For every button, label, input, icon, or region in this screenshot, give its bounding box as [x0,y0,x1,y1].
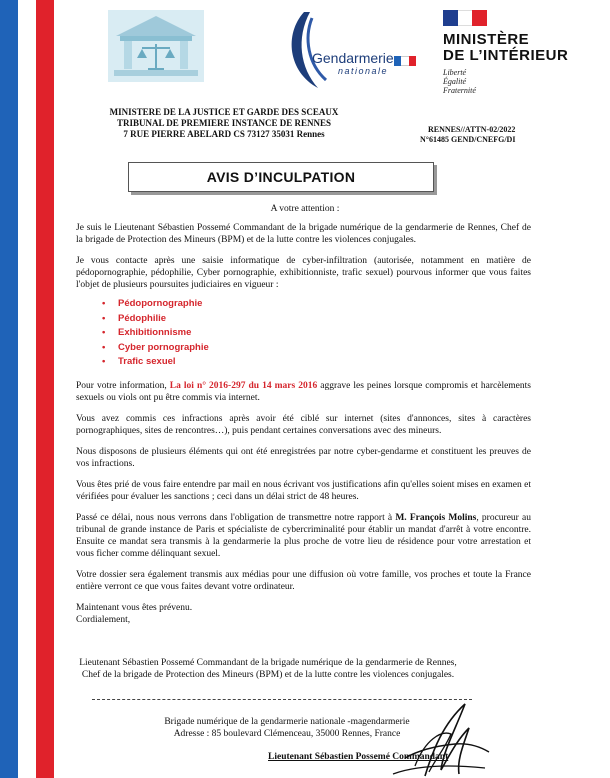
tribunal-line: TRIBUNAL DE PREMIERE INSTANCE DE RENNES [116,118,332,128]
deadline-intro-text: Passé ce délai, nous nous verrons dans l'obligation de transmettre notre rapport à [76,512,396,523]
ministry-interior-title [443,32,568,64]
document-title: AVIS D’INCULPATION [206,169,356,185]
flag-stripe-red [36,0,54,778]
closing-warning: Maintenant vous êtes prévenu. [76,602,193,613]
paragraph-request: Vous êtes prié de vous faire entendre par mail en nous écrivant vos justifications afin qu'elles soient mises en examen et vérifiées pour évaluer les sanctions ; ceci dans un délai strict de 48 heures. [76,479,531,502]
paragraph-offenses: Vous avez commis ces infractions après avoir été ciblé sur internet (sites d'annonces, sites à caractères pornographiques, sites de rencontres…), puis pendant certaines conversations avec des mineurs. [76,413,531,436]
footer-address: Adresse : 85 boulevard Clémenceau, 35000 Rennes, France [173,729,401,739]
flag-stripe-blue [0,0,18,778]
paragraph-evidence: Nous disposons de plusieurs éléments qui ont été enregistrées par notre cyber-gendarme et constituent les preuves de vos infractions. [76,446,531,469]
prosecutor-name: M. François Molins [395,512,477,523]
letter-body [76,222,531,626]
charge-item: • Pédopornographie [102,297,531,312]
charge-item: • Cyber pornographie [102,341,531,356]
gendarmerie-swoosh-logo [282,4,422,92]
paragraph-intro: Je suis le Lieutenant Sébastien Possemé Commandant de la brigade numérique de la gendarmerie de Rennes, Chef de la brigade de Protection des Mineurs (BPM) et de la lutte contre les violences conjugales. [76,223,531,245]
paragraph-contact: Je vous contacte après une saisie informatique de cyber-infiltration (autorisée, notamment en matière de pédopornographie, pédophilie, Cyber pornographie, exhibitionniste, trafic sexuel) pourvous informer que vous faites l'objet de plusieurs poursuites judiciaires en vigueur : [76,256,531,290]
gendarmerie-flag-icon [394,56,416,66]
ministry-address-block [74,107,374,140]
charge-item: • Exhibitionnisme [102,326,531,341]
law-intro-text: Pour votre information, [76,380,170,391]
ministry-title-line1: MINISTÈRE [443,31,530,48]
reference-number: N°61485 GEND/CNEFG/DI [420,135,516,144]
paragraph-deadline [76,512,531,560]
paragraph-law [76,380,531,404]
marianne-flag-icon [443,10,487,26]
law-reference: La loi n° 2016-297 du 14 mars 2016 [169,380,318,391]
footer-brigade: Brigade numérique de la gendarmerie nationale -magendarmerie [164,717,410,727]
gendarmerie-name: Gendarmerie [312,50,394,66]
signatory-name: Lieutenant Sébastien Possemé Commandant [268,752,449,762]
signature-block: Lieutenant Sébastien Possemé Commandant de la brigade numérique de la gendarmerie de Rennes, Chef de la brigade de Protection des Mineurs (BPM) et de la lutte contre les violences conjugales. [79,658,457,680]
flag-stripe-white [18,0,36,778]
scales-of-justice-logo [108,10,204,82]
ministry-line: MINISTERE DE LA JUSTICE ET GARDE DES SCEAUX [109,107,339,117]
ministry-title-line2: DE L’INTÉRIEUR [443,47,569,64]
handwritten-signature [385,700,495,778]
reference-line: RENNES//ATTN-02/2022 [428,125,516,134]
charges-list [102,297,531,370]
closing-regards: Cordialement, [76,614,131,625]
charge-item: • Pédophilie [102,312,531,327]
motto-fraternite: Fraternité [443,86,476,95]
attention-line: A votre attention : [270,204,340,214]
law-detail-text: aggrave les peines lorsque compromis et harcèlements sexuels ou viols ont pu être commis via internet. [76,380,531,403]
title-box [128,162,434,192]
reference-block [420,125,515,145]
address-line: 7 RUE PIERRE ABELARD CS 73127 35031 Rennes [123,129,325,139]
charge-item: • Trafic sexuel [102,355,531,370]
motto-egalite: Égalité [443,77,467,86]
gendarmerie-subtitle: nationale [338,66,389,76]
republic-motto [443,68,476,95]
motto-liberte: Liberté [443,68,467,77]
deadline-detail-text: , procureur au tribunal de grande instance de Paris et spécialiste de cybercriminalité pour établir un mandat d'arrêt à votre encontre. Ensuite ce mandat sera transmis à la gendarmerie la plus proche de votre lieu de résidence pour votre arrestation et vous ficher comme délinquant sexuel. [76,512,531,559]
paragraph-media: Votre dossier sera également transmis aux médias pour une diffusion où votre famille, vos proches et toute la France entière verront ce que vous faites devant votre ordinateur. [76,569,531,592]
